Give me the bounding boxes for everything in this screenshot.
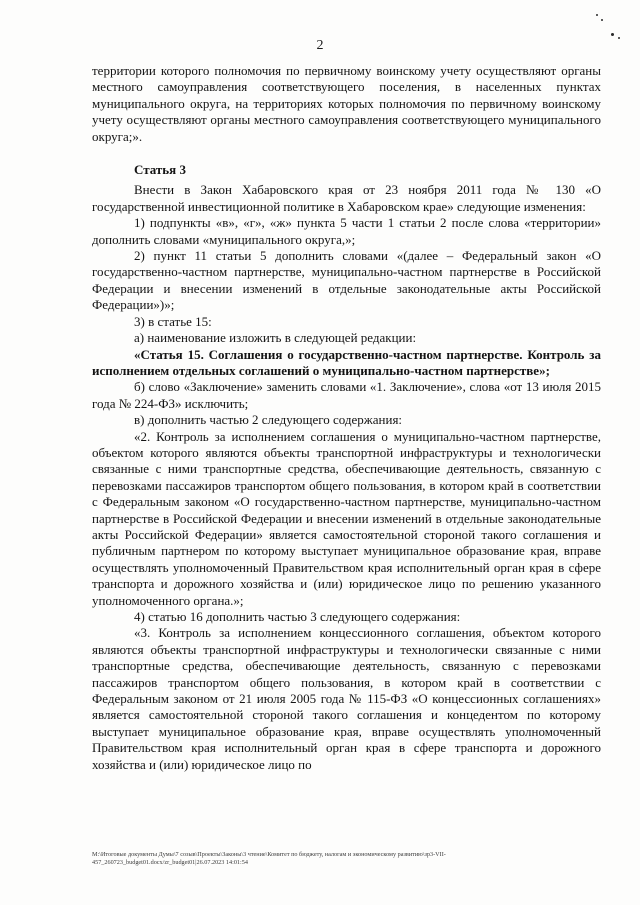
document-body [92, 63, 601, 773]
paragraph: 4) статью 16 дополнить частью 3 следующего содержания: [134, 609, 461, 624]
paragraph: в) дополнить частью 2 следующего содержания: [134, 412, 403, 428]
page-number: 2 [316, 38, 324, 53]
footer-line: 457_260723_budget01.docx/zr_budget01|26.07.2023 14:01:54 [92, 858, 248, 866]
file-path-footer [92, 851, 601, 866]
scan-speck [601, 19, 603, 21]
paragraph: 2) пункт 11 статьи 5 дополнить словами «(далее – Федеральный закон «О государственно-частном партнерстве, муниципально-частном партнерстве в Российской Федерации и внесении изменений в отдельные законодательные акты Российской Федерации»)»; [92, 248, 601, 313]
scan-speck [611, 33, 614, 36]
article-title-quote: «Статья 15. Соглашения о государственно-частном партнерстве. Контроль за исполнением отдельных соглашений о муниципально-частном партнерстве»; [92, 346, 601, 378]
scan-speck [618, 37, 620, 39]
article-heading: Статья 3 [134, 162, 186, 178]
paragraph: «2. Контроль за исполнением соглашения о муниципально-частном партнерстве, объектом которого являются объекты транспортной инфраструктуры и технологически связанные с ними транспортные средства, обеспечивающие деятельность, связанную с перевозками пассажиров транспортом общего пользования, в котором край в соответствии с Федеральным законом «О государственно-частном партнерстве, муниципально-частном партнерстве в Российской Федерации и внесении изменений в отдельные законодательные акты Российской Федерации» является самостоятельной стороной такого соглашения и публичным партнером по которому выступает муниципальное образование края, вправе осуществлять уполномоченный Правительством края исполнительный орган края в сфере транспорта и дорожного хозяйства и (или) юридическое лицо по решению указанного уполномоченного органа.»; [92, 428, 601, 608]
paragraph: а) наименование изложить в следующей редакции: [134, 330, 417, 346]
paragraph: «3. Контроль за исполнением концессионного соглашения, объектом которого являются объекты транспортной инфраструктуры и технологически связанные с ними транспортные средства, обеспечивающие деятельность, связанную с перевозками пассажиров транспортом общего пользования, в котором край в соответствии с Федеральным законом от 21 июля 2005 года № 115-ФЗ «О концессионных соглашениях» является самостоятельной стороной такого соглашения и концедентом по которому выступает муниципальное образование края, вправе осуществлять уполномоченный Правительством края исполнительный орган края в сфере транспорта и дорожного хозяйства и (или) юридическое лицо по [92, 625, 601, 772]
footer-line: М:\Итоговые документы Думы\7 созыв\Проекты\Законы\3 чтение\Комитет по бюджету, налогам и экономическому развитию\зр3-VII- [92, 851, 446, 858]
paragraph: Внести в Закон Хабаровского края от 23 ноября 2011 года № 130 «О государственной инвестиционной политике в Хабаровском крае» следующие изменения: [92, 182, 601, 214]
paragraph: 1) подпункты «в», «г», «ж» пункта 5 части 1 статьи 2 после слова «территории» дополнить словами «муниципального округа,»; [92, 215, 601, 247]
scan-speck [596, 14, 598, 16]
paragraph: 3) в статье 15: [134, 313, 212, 329]
paragraph-continuation: территории которого полномочия по первичному воинскому учету осуществляют органы местного самоуправления соответствующего поселения, в населенных пунктах муниципального округа, на территориях которых полномочия по первичному воинскому учету осуществляют органы местного самоуправления соответствующего муниципального округа;». [92, 63, 601, 144]
paragraph: б) слово «Заключение» заменить словами «1. Заключение», слова «от 13 июля 2015 года № 224-ФЗ» исключить; [92, 379, 601, 411]
